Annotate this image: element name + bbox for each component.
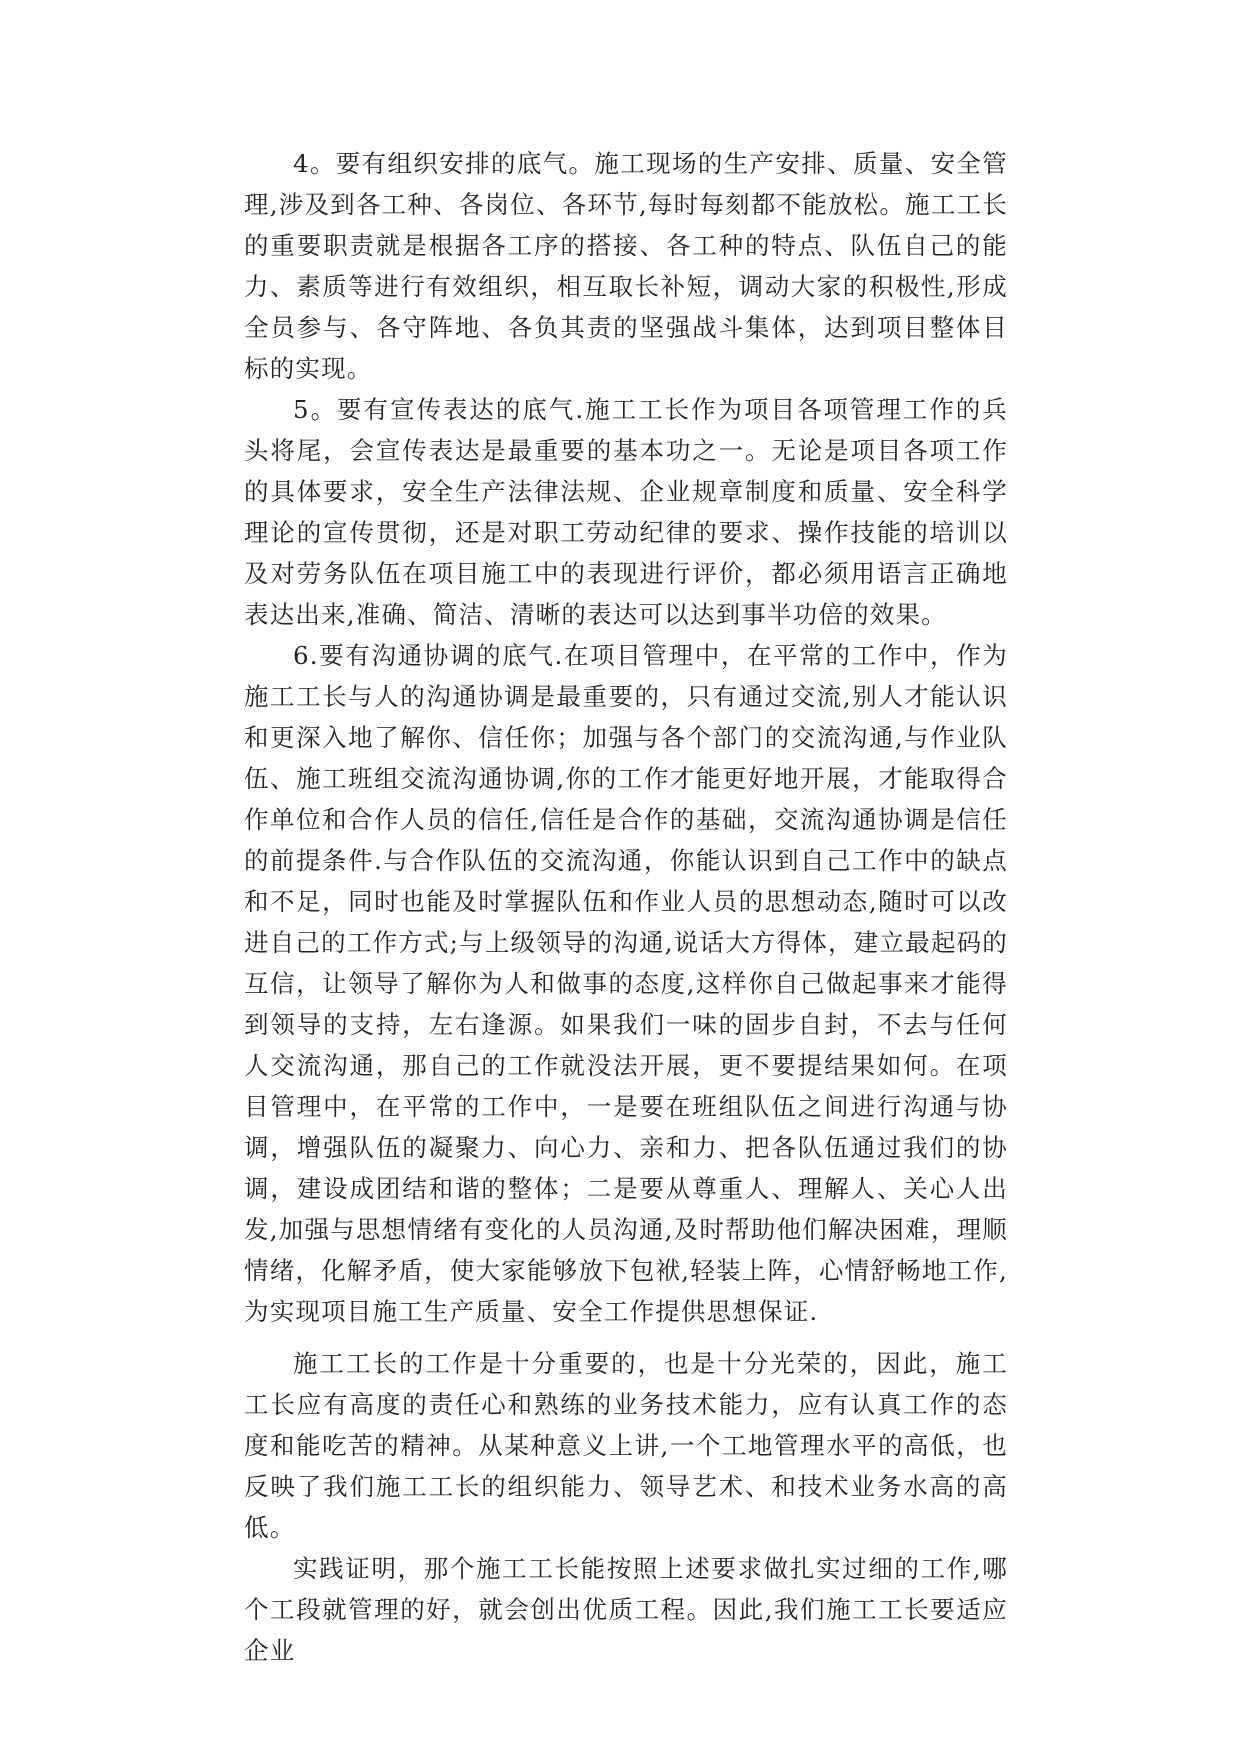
paragraph-importance: 施工工长的工作是十分重要的，也是十分光荣的，因此，施工工长应有高度的责任心和熟练的业务技术能力，应有认真工作的态度和能吃苦的精神。从某种意义上讲,一个工地管理水平的高低，也反映了我们施工工长的组织能力、领导艺术、和技术业务水高的高低。 bbox=[244, 1349, 1008, 1542]
paragraph-communication: 6.要有沟通协调的底气.在项目管理中，在平常的工作中，作为施工工长与人的沟通协调是最重要的，只有通过交流,别人才能认识和更深入地了解你、信任你；加强与各个部门的交流沟通,与作业队伍、施工班组交流沟通协调,你的工作才能更好地开展，才能取得合作单位和合作人员的信任,信任是合作的基础，交流沟通协调是信任的前提条件.与合作队伍的交流沟通，你能认识到自己工作中的缺点和不足，同时也能及时掌握队伍和作业人员的思想动态,随时可以改进自己的工作方式;与上级领导的沟通,说话大方得体，建立最起码的互信，让领导了解你为人和做事的态度,这样你自己做起事来才能得到领导的支持，左右逢源。如果我们一味的固步自封，不去与任何人交流沟通，那自己的工作就没法开展，更不要提结果如何。在项目管理中，在平常的工作中，一是要在班组队伍之间进行沟通与协调，增强队伍的凝聚力、向心力、亲和力、把各队伍通过我们的协调，建设成团结和谐的整体；二是要从尊重人、理解人、关心人出发,加强与思想情绪有变化的人员沟通,及时帮助他们解决困难，理顺情绪，化解矛盾，使大家能够放下包袱,轻装上阵，心情舒畅地工作,为实现项目施工生产质量、安全工作提供思想保证. bbox=[244, 641, 1008, 1326]
paragraph-practice: 实践证明，那个施工工长能按照上述要求做扎实过细的工作,哪个工段就管理的好，就会创出优质工程。因此,我们施工工长要适应企业 bbox=[244, 1554, 1008, 1665]
document-body bbox=[244, 143, 1008, 1671]
paragraph-organization: 4。要有组织安排的底气。施工现场的生产安排、质量、安全管理,涉及到各工种、各岗位、各环节,每时每刻都不能放松。施工工长的重要职责就是根据各工序的搭接、各工种的特点、队伍自己的能力、素质等进行有效组织，相互取长补短，调动大家的积极性,形成全员参与、各守阵地、各负其责的坚强战斗集体，达到项目整体目标的实现。 bbox=[244, 149, 1008, 383]
paragraph-publicity: 5。要有宣传表达的底气.施工工长作为项目各项管理工作的兵头将尾，会宣传表达是最重要的基本功之一。无论是项目各项工作的具体要求，安全生产法律法规、企业规章制度和质量、安全科学理论的宣传贯彻，还是对职工劳动纪律的要求、操作技能的培训以及对劳务队伍在项目施工中的表现进行评价，都必须用语言正确地表达出来,准确、简洁、清晰的表达可以达到事半功倍的效果。 bbox=[244, 395, 1008, 629]
